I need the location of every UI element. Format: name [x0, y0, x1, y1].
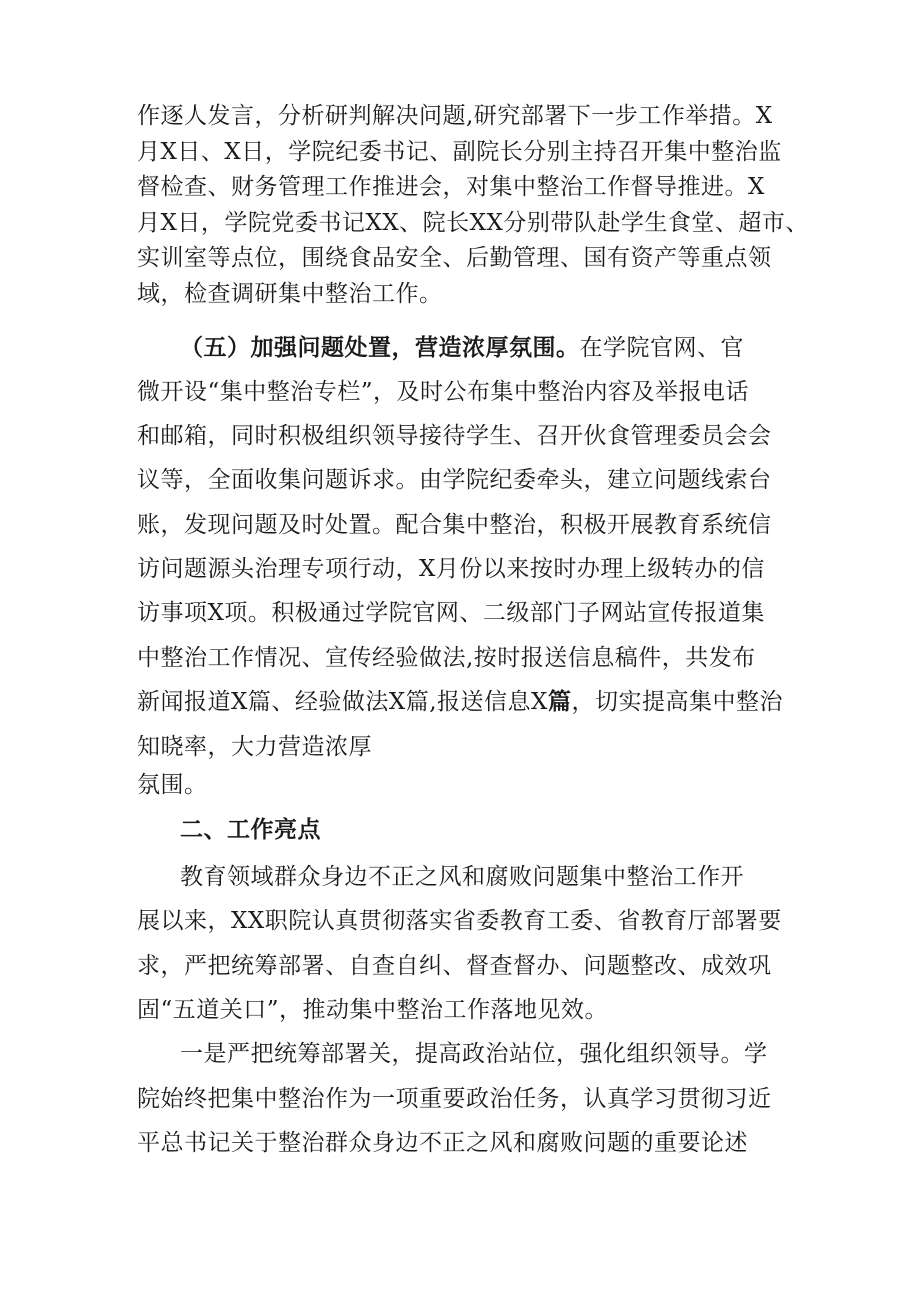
- text-line: 求，严把统筹部署、自查自纠、督查督办、问题整改、成效巩: [137, 953, 772, 979]
- text-line: 实训室等点位，围绕食品安全、后勤管理、国有资产等重点领: [137, 245, 772, 271]
- section-heading: 二、工作亮点: [180, 816, 321, 843]
- text-line: 教育领域群众身边不正之风和腐败问题集中整治工作开: [180, 864, 744, 890]
- text-line: 知晓率，大力营造浓厚: [137, 734, 372, 760]
- text-line: 中整治工作情况、宣传经验做法,按时报送信息稿件，共发布: [137, 645, 756, 671]
- text-line: [137, 687, 783, 717]
- text-line: 督检查、财务管理工作推进会，对集中整治工作督导推进。X: [137, 174, 765, 200]
- bold-word: 篇: [547, 688, 572, 715]
- text-line: 固“五道关口”，推动集中整治工作落地见效。: [137, 997, 609, 1023]
- section-five-lead: 在学院官网、官: [579, 335, 744, 361]
- text-line: 展以来，XX职院认真贯彻落实省委教育工委、省教育厅部署要: [137, 908, 782, 934]
- text-line: 院始终把集中整治作为一项重要政治任务，认真学习贯彻习近: [137, 1086, 772, 1112]
- text-line: 氛围。: [137, 772, 208, 798]
- text-line: 月X日、X日，学院纪委书记、副院长分别主持召开集中整治监: [137, 139, 782, 165]
- text-line: 访问题源头治理专项行动，X月份以来按时办理上级转办的信: [137, 556, 765, 582]
- text-line: 平总书记关于整治群众身边不正之风和腐败问题的重要论述: [137, 1130, 748, 1156]
- text-segment: ，切实提高集中整治: [571, 689, 783, 715]
- text-line: 议等，全面收集问题诉求。由学院纪委牵头，建立问题线索台: [137, 467, 772, 493]
- text-line: [180, 333, 744, 363]
- text-line: 微开设“集中整治专栏”，及时公布集中整治内容及举报电话: [137, 379, 750, 405]
- text-line: 访事项X项。积极通过学院官网、二级部门子网站宣传报道集: [137, 600, 765, 626]
- text-line: 作逐人发言，分析研判解决问题,研究部署下一步工作举措。X: [137, 103, 773, 129]
- text-line: 一是严把统筹部署关，提高政治站位，强化组织领导。学: [180, 1041, 768, 1067]
- text-line: 和邮箱，同时积极组织领导接待学生、召开伙食管理委员会会: [137, 423, 772, 449]
- section-five-heading: （五）加强问题处置，营造浓厚氛围。: [180, 334, 580, 361]
- text-line: 域，检查调研集中整治工作。: [137, 281, 443, 307]
- text-line: 月X日，学院党委书记XX、院长XX分别带队赴学生食堂、超市、: [137, 210, 809, 236]
- text-segment: 新闻报道X篇、经验做法X篇,报送信息X: [137, 689, 548, 715]
- text-line: 账，发现问题及时处置。配合集中整治，积极开展教育系统信: [137, 512, 772, 538]
